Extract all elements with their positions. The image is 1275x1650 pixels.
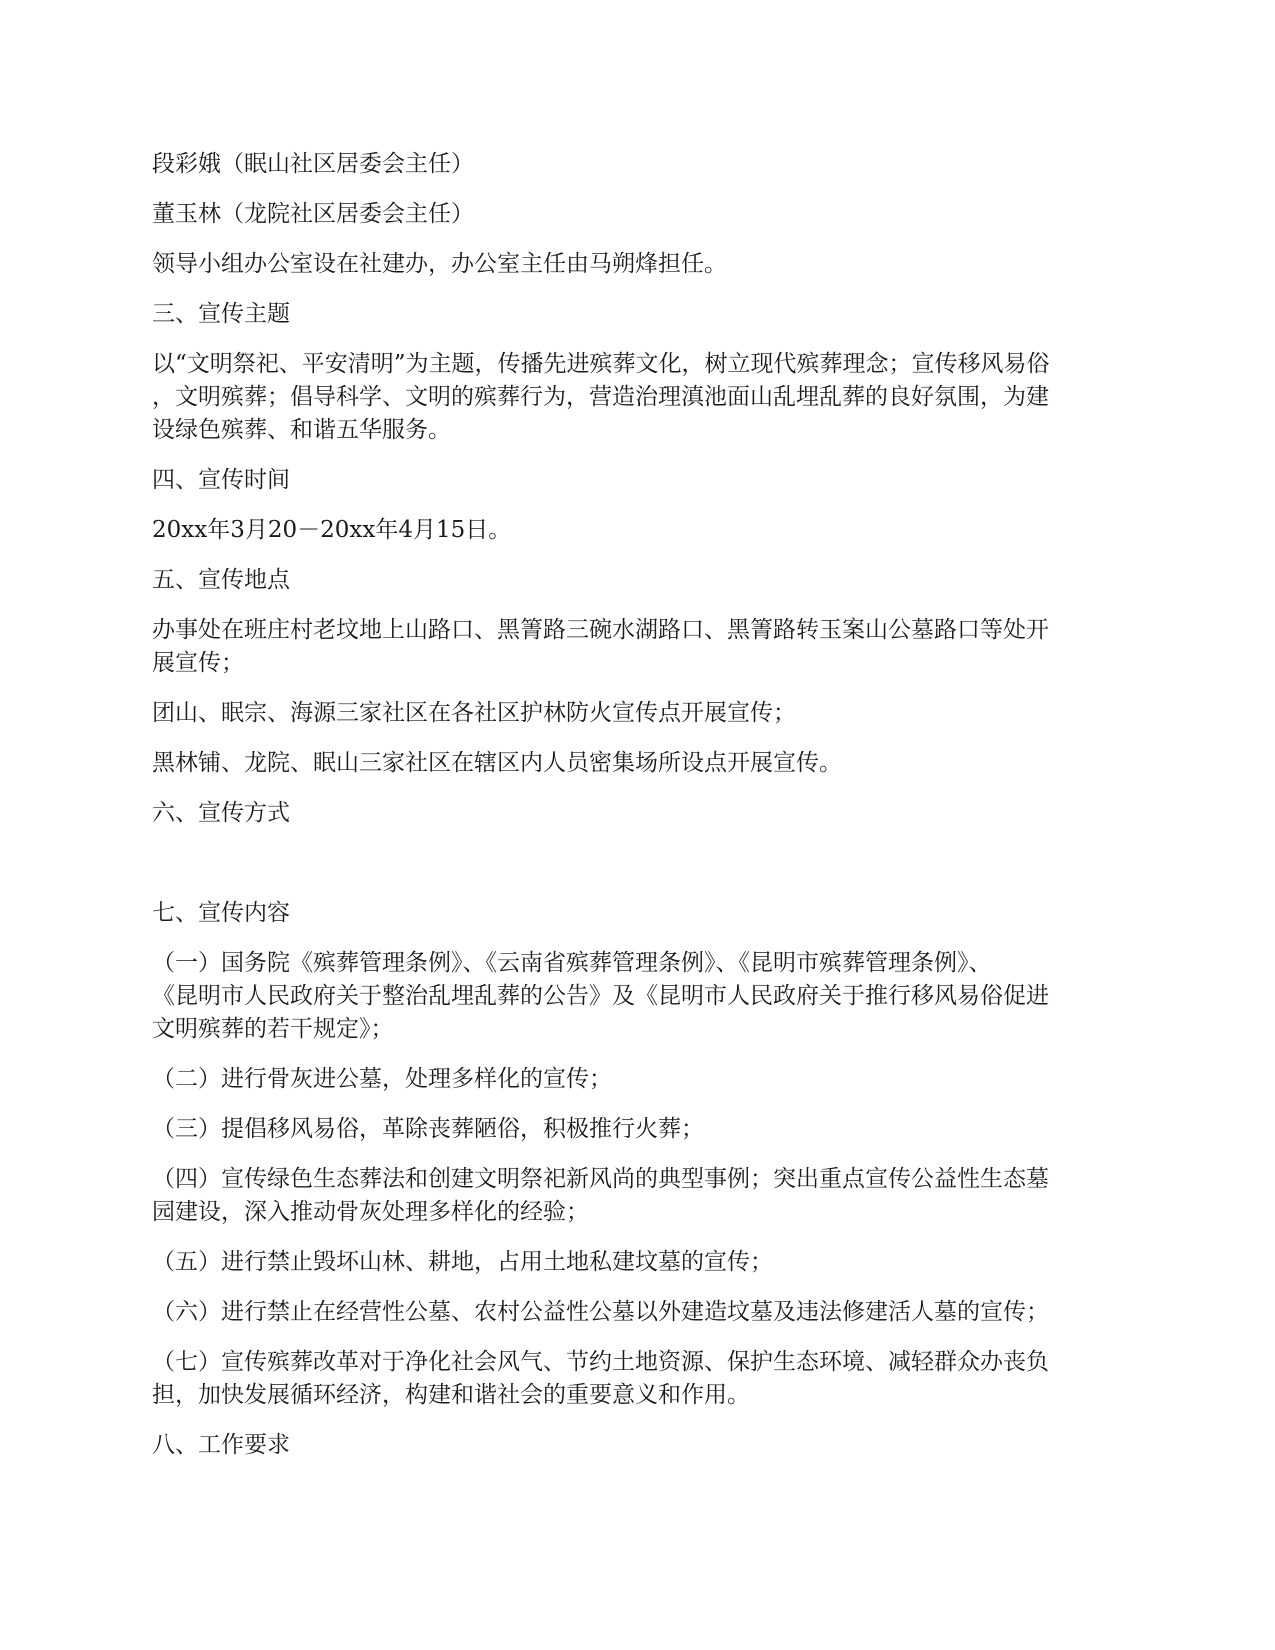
office-note: 领导小组办公室设在社建办，办公室主任由马朔烽担任。 — [152, 251, 727, 277]
section-heading-6: 六、宣传方式 — [152, 800, 290, 826]
time-paragraph: 20xx年3月20－20xx年4月15日。 — [152, 517, 512, 543]
section-heading-7: 七、宣传内容 — [152, 900, 290, 926]
location-paragraph-1: 办事处在班庄村老坟地上山路口、黑箐路三碗水湖路口、黑箐路转玉案山公墓路口等处开 展宣传； — [152, 617, 1049, 676]
content-item-2: （二）进行骨灰进公墓，处理多样化的宣传； — [152, 1066, 612, 1092]
section-heading-3: 三、宣传主题 — [152, 301, 290, 327]
section-heading-4: 四、宣传时间 — [152, 467, 290, 493]
content-item-1: （一）国务院《殡葬管理条例》、《云南省殡葬管理条例》、《昆明市殡葬管理条例》、 《昆明市人民政府关于整治乱埋乱葬的公告》及《昆明市人民政府关于推行移风易俗促进 文明殡葬的若干规定》； — [152, 950, 1049, 1042]
blank-gap — [152, 847, 1132, 897]
location-paragraph-3: 黑林铺、龙院、眠山三家社区在辖区内人员密集场所设点开展宣传。 — [152, 750, 842, 776]
theme-paragraph: 以“文明祭祀、平安清明”为主题，传播先进殡葬文化，树立现代殡葬理念；宣传移风易俗 ，文明殡葬；倡导科学、文明的殡葬行为，营造治理滇池面山乱埋乱葬的良好氛围，为建 设绿色殡葬、和谐五华服务。 — [152, 351, 1050, 443]
content-item-5: （五）进行禁止毁坏山林、耕地，占用土地私建坟墓的宣传； — [152, 1249, 773, 1275]
member-line-dong: 董玉林（龙院社区居委会主任） — [152, 201, 474, 227]
location-paragraph-2: 团山、眠宗、海源三家社区在各社区护林防火宣传点开展宣传； — [152, 700, 796, 726]
content-item-7: （七）宣传殡葬改革对于净化社会风气、节约土地资源、保护生态环境、减轻群众办丧负 担，加快发展循环经济，构建和谐社会的重要意义和作用。 — [152, 1349, 1049, 1408]
content-item-3: （三）提倡移风易俗，革除丧葬陋俗，积极推行火葬； — [152, 1116, 704, 1142]
content-item-4: （四）宣传绿色生态葬法和创建文明祭祀新风尚的典型事例；突出重点宣传公益性生态墓 园建设，深入推动骨灰处理多样化的经验； — [152, 1166, 1049, 1225]
section-heading-5: 五、宣传地点 — [152, 567, 290, 593]
section-heading-8: 八、工作要求 — [152, 1432, 290, 1458]
document-body — [152, 148, 1132, 1479]
content-item-6: （六）进行禁止在经营性公墓、农村公益性公墓以外建造坟墓及违法修建活人墓的宣传； — [152, 1299, 1049, 1325]
member-line-duan: 段彩娥（眠山社区居委会主任） — [152, 151, 474, 177]
